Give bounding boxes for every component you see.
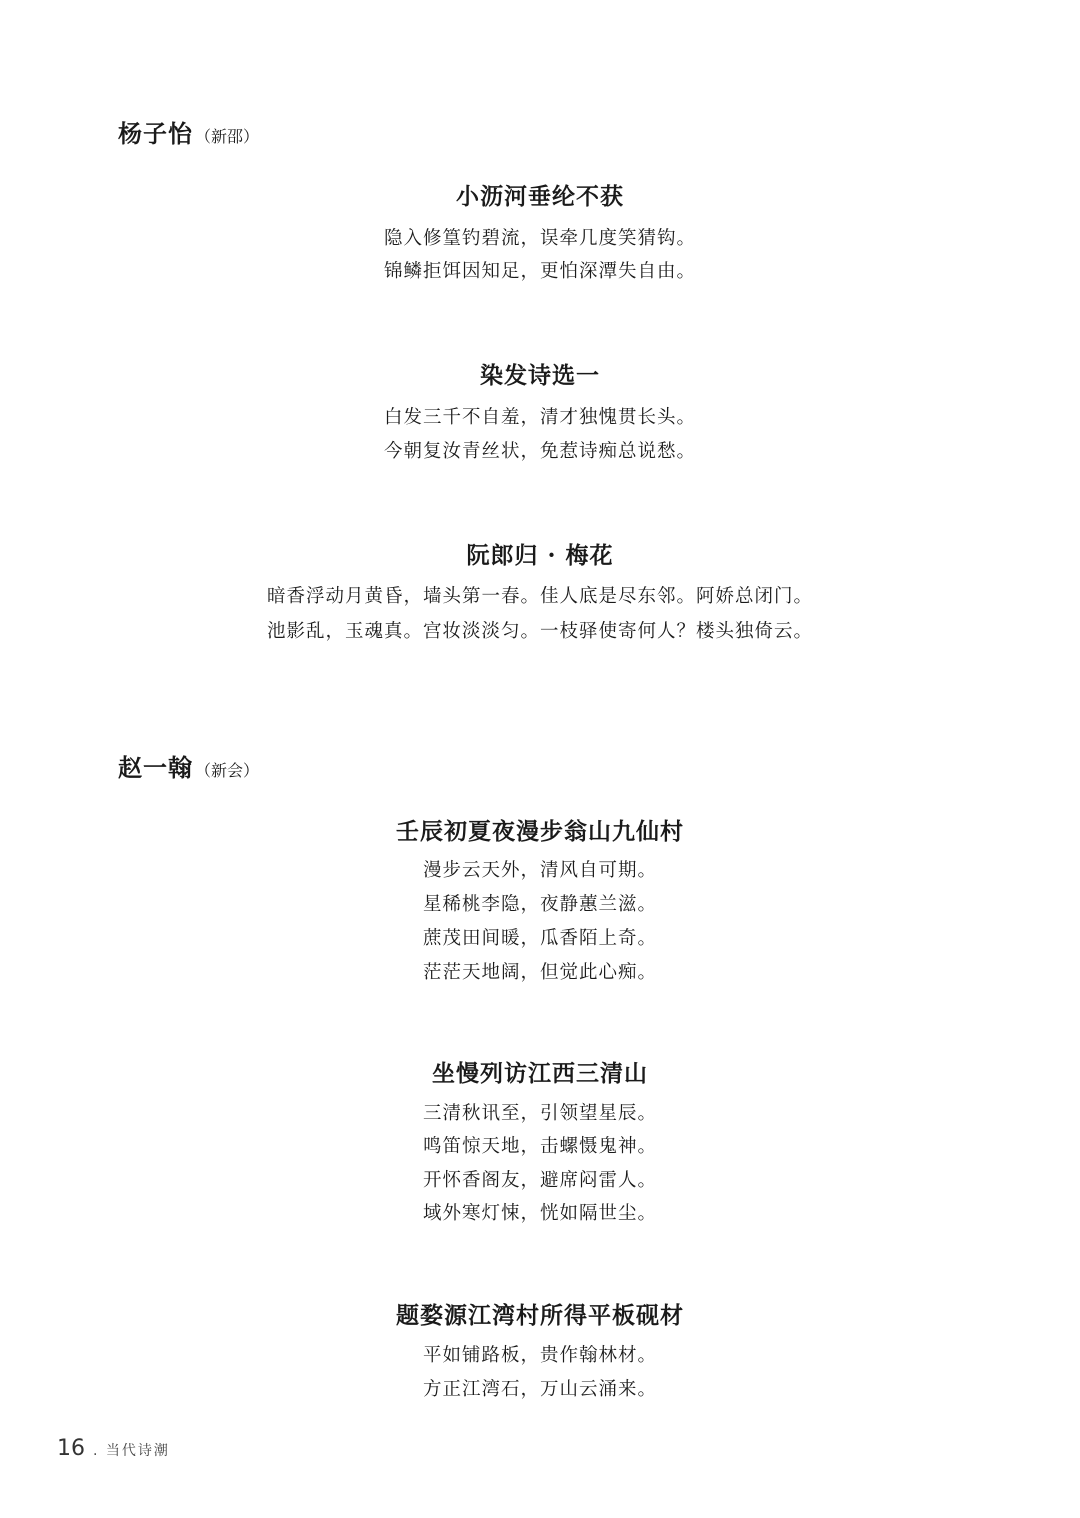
poem-title: 染发诗选一 xyxy=(480,362,600,389)
poem-line: 白发三千不自羞，清才独愧贯长头。 xyxy=(383,407,696,428)
author-place: （新会） xyxy=(195,761,260,780)
journal-name: . 当代诗潮 xyxy=(93,1443,170,1459)
author-header xyxy=(118,114,259,149)
poem-title: 阮郎归 · 梅花 xyxy=(466,542,614,569)
author-name: 赵一翰 xyxy=(118,753,193,782)
page-number: 16 xyxy=(57,1436,85,1461)
poem-title: 坐慢列访江西三清山 xyxy=(432,1060,648,1087)
poem-line: 域外寒灯悚，恍如隔世尘。 xyxy=(422,1203,657,1224)
poem-title: 壬辰初夏夜漫步翁山九仙村 xyxy=(396,818,684,845)
page-footer xyxy=(57,1436,170,1461)
poem-line: 漫步云天外，清风自可期。 xyxy=(422,860,657,881)
poem-line: 平如铺路板，贵作翰林材。 xyxy=(422,1345,657,1366)
author-name: 杨子怡 xyxy=(118,119,193,148)
poem-title: 题婺源江湾村所得平板砚材 xyxy=(396,1302,684,1329)
poem-line: 蔗茂田间暖，瓜香陌上奇。 xyxy=(422,928,657,949)
author-header xyxy=(118,748,259,783)
poem-line: 池影乱，玉魂真。宫妆淡淡匀。一枝驿使寄何人？楼头独倚云。 xyxy=(266,621,813,642)
poem-line: 隐入修篁钓碧流，误牵几度笑猜钩。 xyxy=(383,228,696,249)
poem-line: 锦鳞拒饵因知足，更怕深潭失自由。 xyxy=(383,261,696,282)
poem-line: 三清秋讯至，引领望星辰。 xyxy=(422,1103,657,1124)
poem-line: 星稀桃李隐，夜静蕙兰滋。 xyxy=(422,894,657,915)
poem-line: 暗香浮动月黄昏，墙头第一春。佳人底是尽东邻。阿娇总闭门。 xyxy=(266,586,813,607)
poem-line: 方正江湾石，万山云涌来。 xyxy=(422,1379,657,1400)
poem-line: 鸣笛惊天地，击螺慑鬼神。 xyxy=(422,1136,657,1157)
poem-title: 小沥河垂纶不获 xyxy=(456,183,624,210)
author-place: （新邵） xyxy=(195,127,260,146)
poem-line: 茫茫天地阔，但觉此心痴。 xyxy=(422,962,657,983)
poem-line: 今朝复汝青丝状，免惹诗痴总说愁。 xyxy=(383,441,696,462)
poem-line: 开怀香阁友，避席闷雷人。 xyxy=(422,1170,657,1191)
